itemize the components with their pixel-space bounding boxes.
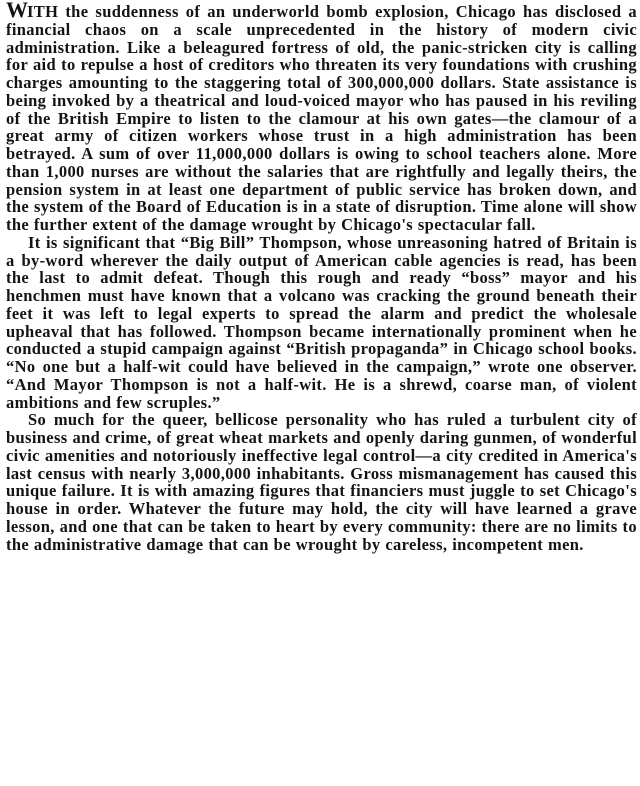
paragraph-1-text: ITH the suddenness of an underworld bomb explosion, Chicago has disclosed a financial chaos on a scale unprecedented in the history of modern civic administration. Like a beleagured fortress of old, the panic-stricken city is calling for aid to repulse a host of creditors who threaten its very foundations with crushing charges amounting to the staggering total of 300,000,000 dollars. State assistance is being invoked by a theatrical and loud-voiced mayor who has paused in his reviling of the British Empire to listen to the clamour at his own gates—the clamour of a great army of citizen workers whose trust in a high administration has been betrayed. A sum of over 11,000,000 dollars is owing to school teachers alone. More than 1,000 nurses are without the salaries that are rightfully and legally theirs, the pension system in at least one department of public service has broken down, and the system of the Board of Education is in a state of disruption. Time alone will show the further extent of the damage wrought by Chicago's spectacular fall.: [6, 2, 637, 234]
drop-cap: W: [6, 0, 27, 22]
paragraph-2-text: It is significant that “Big Bill” Thompson, whose unreasoning hatred of Britain is a by-word wherever the daily output of American cable agencies is read, has been the last to admit defeat. Though this rough and ready “boss” mayor and his henchmen must have known that a volcano was cracking the ground beneath their feet it was left to legal experts to spread the alarm and predict the wholesale upheaval that has followed. Thompson became internationally prominent when he conducted a stupid campaign against “British propaganda” in Chicago school books. “No one but a half-wit could have believed in the campaign,” wrote one observer. “And Mayor Thompson is not a half-wit. He is a shrewd, coarse man, of violent ambitions and few scruples.”: [6, 232, 637, 412]
article-paragraph-3: [6, 411, 637, 553]
article-column: [6, 2, 637, 553]
paragraph-3-text: So much for the queer, bellicose personality who has ruled a turbulent city of business and crime, of great wheat markets and openly daring gunmen, of wonderful civic amenities and notoriously ineffective legal control—a city credited in America's last census with nearly 3,000,000 inhabitants. Gross mismanagement has caused this unique failure. It is with amazing figures that financiers must juggle to set Chicago's house in order. Whatever the future may hold, the city will have learned a grave lesson, and one that can be taken to heart by every community: there are no limits to the administrative damage that can be wrought by careless, incompetent men.: [6, 410, 637, 554]
article-paragraph-1: [6, 2, 637, 234]
article-paragraph-2: [6, 234, 637, 412]
